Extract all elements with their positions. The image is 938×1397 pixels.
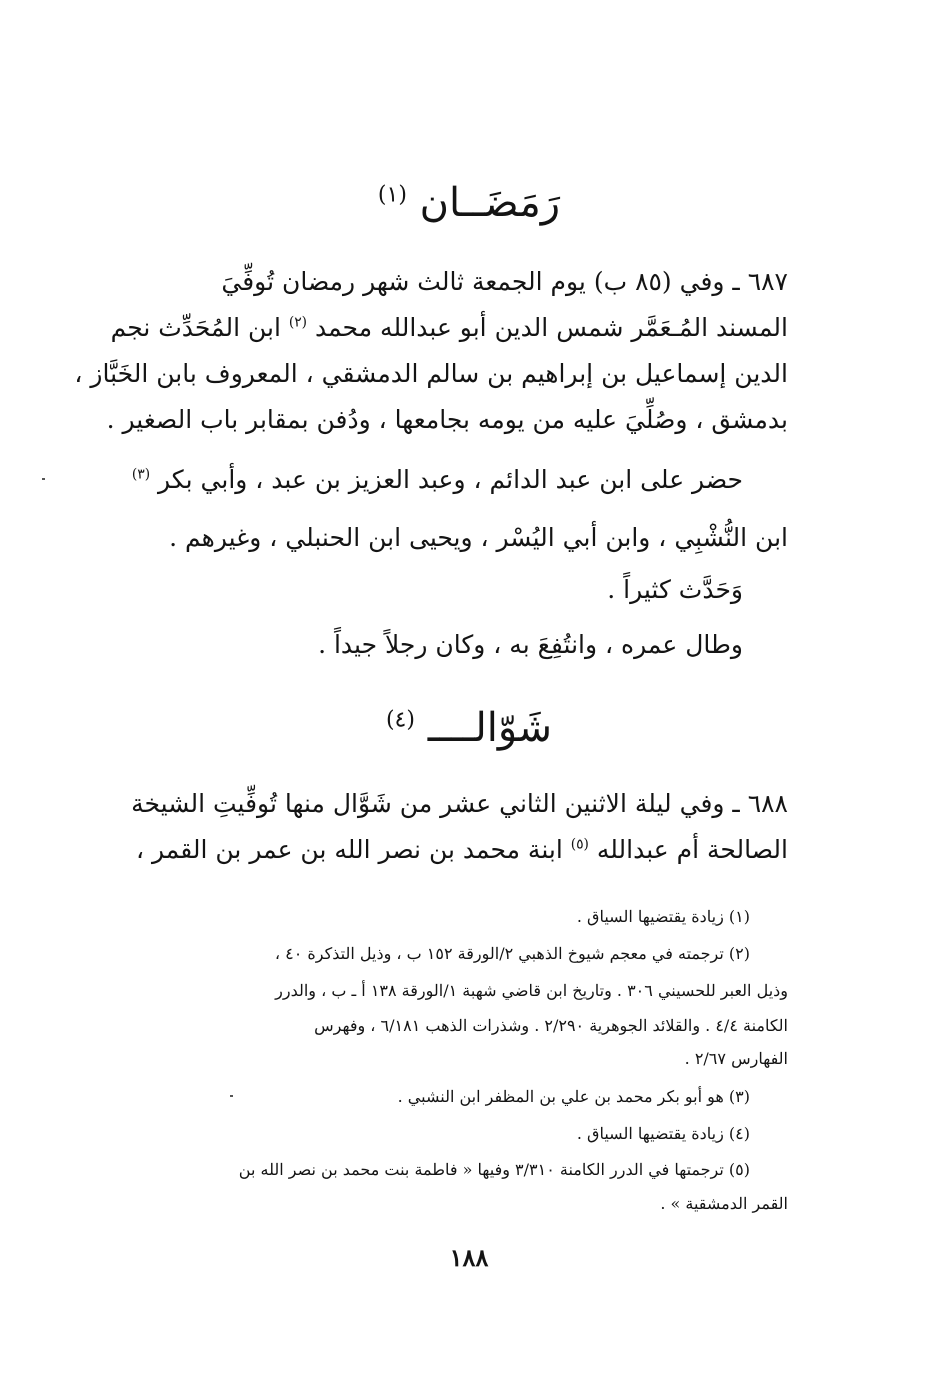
- footnote-2-line-1: (٢) ترجمته في معجم شيوخ الذهبي ٢/الورقة ١٥٢ ب ، وذيل التذكرة ٤٠ ،: [274, 944, 750, 963]
- entry-687-para2-line-1: [123, 460, 743, 500]
- footnote-1: (١) زيادة يقتضيها السياق .: [576, 907, 750, 926]
- section-heading-shawwal: [0, 703, 938, 753]
- entry-687-line-3: الدين إسماعيل بن إبراهيم بن سالم الدمشقي ، المعروف بابن الخَبَّاز ،: [74, 359, 788, 388]
- entry-687-line-4: بدمشق ، وصُلِّيَ عليه من يومه بجامعها ، ودُفن بمقابر باب الصغير .: [106, 405, 788, 434]
- footnote-marker: (٥): [570, 836, 589, 853]
- entry-687-line-1: ٦٨٧ ـ وفي (٨٥ ب) يوم الجمعة ثالث شهر رمضان تُوفِّيَ: [221, 267, 788, 296]
- entry-687-line-2: [110, 308, 788, 348]
- entry-688-line-2a: الصالحة أم عبدالله: [596, 835, 788, 864]
- entry-688-line-1: ٦٨٨ ـ وفي ليلة الاثنين الثاني عشر من شَوَّال منها تُوفِّيتِ الشيخة: [131, 789, 788, 818]
- page-number: ١٨٨: [449, 1243, 489, 1272]
- entry-688-line-2b: ابنة محمد بن نصر الله بن عمر بن القمر ،: [135, 835, 563, 864]
- scan-speck: [42, 478, 45, 480]
- footnote-3: (٣) هو أبو بكر محمد بن علي بن المظفر ابن النشبي .: [397, 1087, 750, 1106]
- scan-speck: [230, 1095, 233, 1097]
- section-heading-ramadan: [0, 178, 938, 228]
- footnote-5-line-2: القمر الدمشقية » .: [660, 1194, 788, 1213]
- entry-687-line-2a: المسند المُـعَمَّر شمس الدين أبو عبدالله محمد: [314, 313, 788, 342]
- entry-687-line-2b: ابن المُحَدِّث نجم: [110, 313, 281, 342]
- footnote-4: (٤) زيادة يقتضيها السياق .: [576, 1124, 750, 1143]
- footnote-marker: (١): [377, 182, 407, 208]
- footnote-2-line-3: الكامنة ٤/٤ . والقلائد الجوهرية ٢/٢٩٠ . وشذرات الذهب ٦/١٨١ ، وفهرس: [314, 1016, 788, 1035]
- entry-687-para3-line-1: وطال عمره ، وانتُفِعَ به ، وكان رجلاً جيداً .: [318, 630, 743, 659]
- footnote-marker: (٣): [131, 466, 151, 483]
- footnote-5-line-1: (٥) ترجمتها في الدرر الكامنة ٣/٣١٠ وفيها « فاطمة بنت محمد بن نصر الله بن: [238, 1160, 750, 1179]
- footnote-2-line-4: الفهارس ٢/٦٧ .: [684, 1049, 788, 1068]
- footnote-2-line-2: وذيل العبر للحسيني ٣٠٦ . وتاريخ ابن قاضي شهبة ١/الورقة ١٣٨ أ ـ ب ، والدرر: [275, 981, 788, 1000]
- heading-text: شَوّالــــ: [427, 705, 553, 751]
- entry-688-line-2: [122, 830, 788, 870]
- heading-text: رَمَضَــان: [419, 180, 561, 226]
- entry-687-para2-line-3: وَحَدَّث كثيراً .: [607, 575, 743, 604]
- entry-687-para2-line-2: ابن النُّشْبِي ، وابن أبي اليُسْر ، ويحيى ابن الحنبلي ، وغيرهم .: [169, 523, 788, 552]
- para2-text: حضر على ابن عبد الدائم ، وعبد العزيز بن عبد ، وأبي بكر: [158, 465, 743, 494]
- footnote-marker: (٤): [385, 707, 415, 733]
- footnote-marker: (٢): [288, 314, 308, 331]
